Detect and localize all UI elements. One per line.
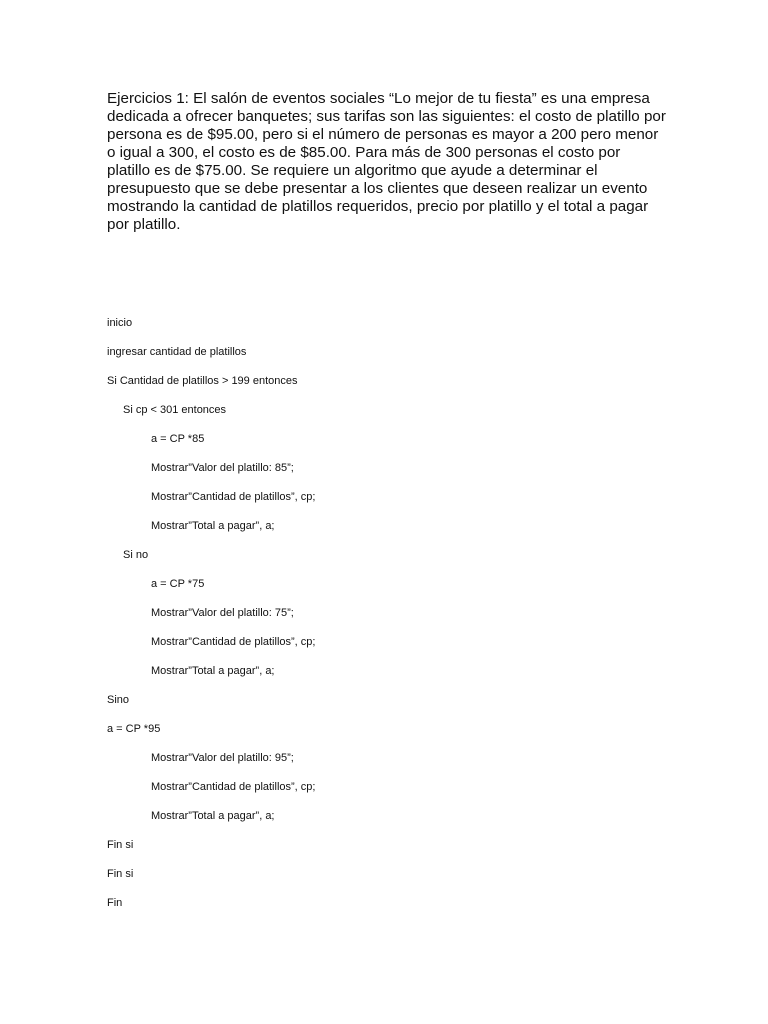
algorithm-line: inicio	[107, 317, 133, 329]
algorithm-line: Fin	[107, 897, 123, 909]
algorithm-line: Mostrar”Valor del platillo: 95”;	[151, 752, 294, 764]
algorithm-line: Mostrar”Total a pagar”, a;	[151, 520, 275, 532]
algorithm-line: Si no	[123, 549, 149, 561]
algorithm-line: Mostrar”Total a pagar”, a;	[151, 665, 275, 677]
algorithm-line: Mostrar”Cantidad de platillos”, cp;	[151, 491, 316, 503]
algorithm-line: Si Cantidad de platillos > 199 entonces	[107, 375, 298, 387]
algorithm-listing	[107, 313, 315, 922]
problem-statement: Ejercicios 1: El salón de eventos sociales “Lo mejor de tu fiesta” es una empresa dedicada a ofrecer banquetes; sus tarifas son las siguientes: el costo de platillo por persona es de $95.00, pero si el número de personas es mayor a 200 pero menor o igual a 300, el costo es de $85.00. Para más de 300 personas el costo por platillo es de $75.00. Se requiere un algoritmo que ayude a determinar el presupuesto que se debe presentar a los clientes que deseen realizar un evento mostrando la cantidad de platillos requeridos, precio por platillo y el total a pagar por platillo.	[107, 90, 666, 233]
algorithm-line: ingresar cantidad de platillos	[107, 346, 247, 358]
algorithm-line: a = CP *85	[151, 433, 205, 445]
algorithm-line: Mostrar”Total a pagar”, a;	[151, 810, 275, 822]
algorithm-line: Mostrar”Valor del platillo: 85”;	[151, 462, 294, 474]
algorithm-line: Fin si	[107, 868, 134, 880]
algorithm-line: Fin si	[107, 839, 134, 851]
algorithm-line: Mostrar”Cantidad de platillos”, cp;	[151, 781, 316, 793]
algorithm-line: Mostrar”Valor del platillo: 75”;	[151, 607, 294, 619]
algorithm-line: Si cp < 301 entonces	[123, 404, 227, 416]
algorithm-line: Sino	[107, 694, 130, 706]
algorithm-line: a = CP *95	[107, 723, 161, 735]
algorithm-line: Mostrar”Cantidad de platillos”, cp;	[151, 636, 316, 648]
algorithm-line: a = CP *75	[151, 578, 205, 590]
